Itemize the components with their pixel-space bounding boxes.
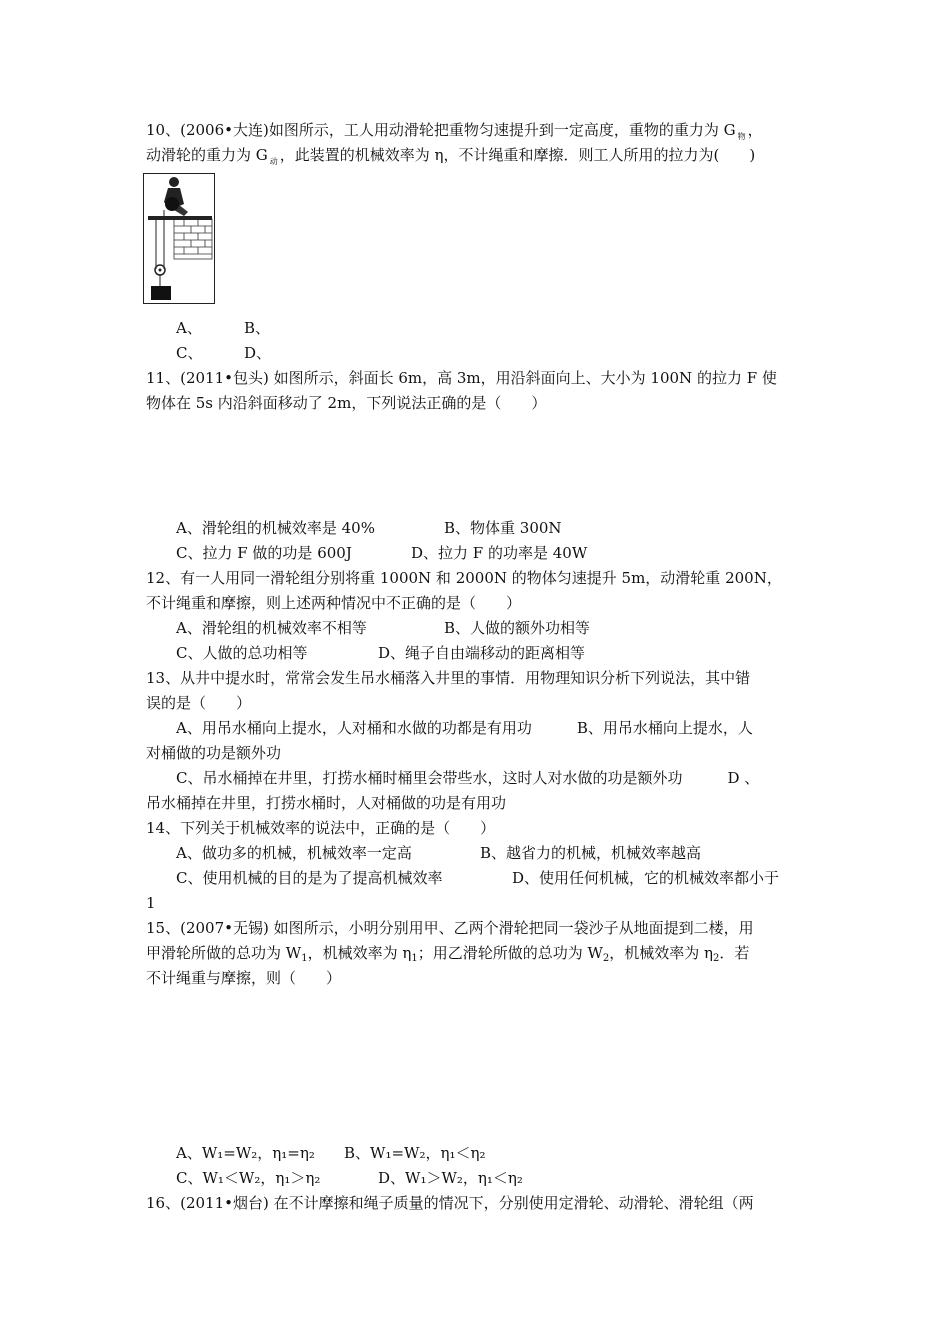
- q11-option-b: B、物体重 300N: [444, 519, 562, 537]
- q15-option-a: A、W₁=W₂，η₁=η₂: [176, 1144, 315, 1162]
- q15-option-b: B、W₁=W₂，η₁＜η₂: [344, 1144, 486, 1162]
- q15-option-c: C、W₁＜W₂，η₁＞η₂: [176, 1169, 321, 1187]
- worker-pulley-figure: [143, 173, 215, 304]
- q12-option-b: B、人做的额外功相等: [444, 619, 591, 637]
- q11-line-1: 11、(2011•包头) 如图所示，斜面长 6m，高 3m，用沿斜面向上、大小为 100N 的拉力 F 使: [146, 369, 777, 387]
- pulley-illustration: [144, 174, 214, 303]
- q15-line-2: 甲滑轮所做的总功为 $W_1$，机械效率为 $\eta_1$；用乙滑轮所做的总功为 $W_2$，机械效率为 $\eta_2$．若: [146, 944, 750, 964]
- q10-option-c: C、: [176, 344, 203, 362]
- q15-line-3: 不计绳重与摩擦，则（ ）: [146, 969, 342, 987]
- q14-option-d: D、使用任何机械，它的机械效率都小于: [512, 869, 780, 887]
- q13-line-2: 误的是（ ）: [146, 694, 252, 712]
- q10-option-a: A、: [176, 319, 202, 337]
- q11-option-d: D、拉力 F 的功率是 40W: [411, 544, 588, 562]
- q11-option-c: C、拉力 F 做的功是 600J: [176, 544, 352, 562]
- q12-line-2: 不计绳重和摩擦，则上述两种情况中不正确的是（ ）: [146, 594, 522, 612]
- q10-line-2: 动滑轮的重力为 G $_动$ ，此装置的机械效率为 η，不计绳重和摩擦．则工人所用的拉力为( ): [146, 146, 756, 166]
- q13-line-3: A、用吊水桶向上提水，人对桶和水做的功都是有用功 B、用吊水桶向上提水，人: [176, 719, 753, 737]
- q12-option-c: C、人做的总功相等: [176, 644, 308, 662]
- q14-line-end: 1: [146, 894, 156, 912]
- q13-line-1: 13、从井中提水时，常常会发生吊水桶落入井里的事情．用物理知识分析下列说法，其中错: [146, 669, 751, 687]
- q13-line-5: C、吊水桶掉在井里，打捞水桶时桶里会带些水，这时人对水做的功是额外功 D 、: [176, 769, 760, 787]
- q10-option-b: B、: [244, 319, 271, 337]
- q12-option-a: A、滑轮组的机械效率不相等: [176, 619, 367, 637]
- q11-option-a: A、滑轮组的机械效率是 40%: [176, 519, 375, 537]
- q12-line-1: 12、有一人用同一滑轮组分别将重 1000N 和 2000N 的物体匀速提升 5m，动滑轮重 200N，: [146, 569, 782, 587]
- q12-option-d: D、绳子自由端移动的距离相等: [378, 644, 586, 662]
- q14-option-c: C、使用机械的目的是为了提高机械效率: [176, 869, 443, 887]
- q16-line-1: 16、(2011•烟台) 在不计摩擦和绳子质量的情况下，分别使用定滑轮、动滑轮、滑轮组（两: [146, 1194, 754, 1212]
- q13-line-4: 对桶做的功是额外功: [146, 744, 282, 762]
- q14-line-1: 14、下列关于机械效率的说法中，正确的是（ ）: [146, 819, 496, 837]
- q15-option-d: D、W₁＞W₂，η₁＜η₂: [378, 1169, 523, 1187]
- q14-option-a: A、做功多的机械，机械效率一定高: [176, 844, 412, 862]
- q11-line-2: 物体在 5s 内沿斜面移动了 2m，下列说法正确的是（ ）: [146, 394, 547, 412]
- q10-line-1: 10、(2006•大连)如图所示，工人用动滑轮把重物匀速提升到一定高度，重物的重力为 G $_物$ ，: [146, 121, 763, 141]
- q14-option-b: B、越省力的机械，机械效率越高: [480, 844, 702, 862]
- q15-line-1: 15、(2007•无锡) 如图所示，小明分别用甲、乙两个滑轮把同一袋沙子从地面提到二楼，用: [146, 919, 754, 937]
- q13-line-6: 吊水桶掉在井里，打捞水桶时，人对桶做的功是有用功: [146, 794, 507, 812]
- q10-option-d: D、: [244, 344, 272, 362]
